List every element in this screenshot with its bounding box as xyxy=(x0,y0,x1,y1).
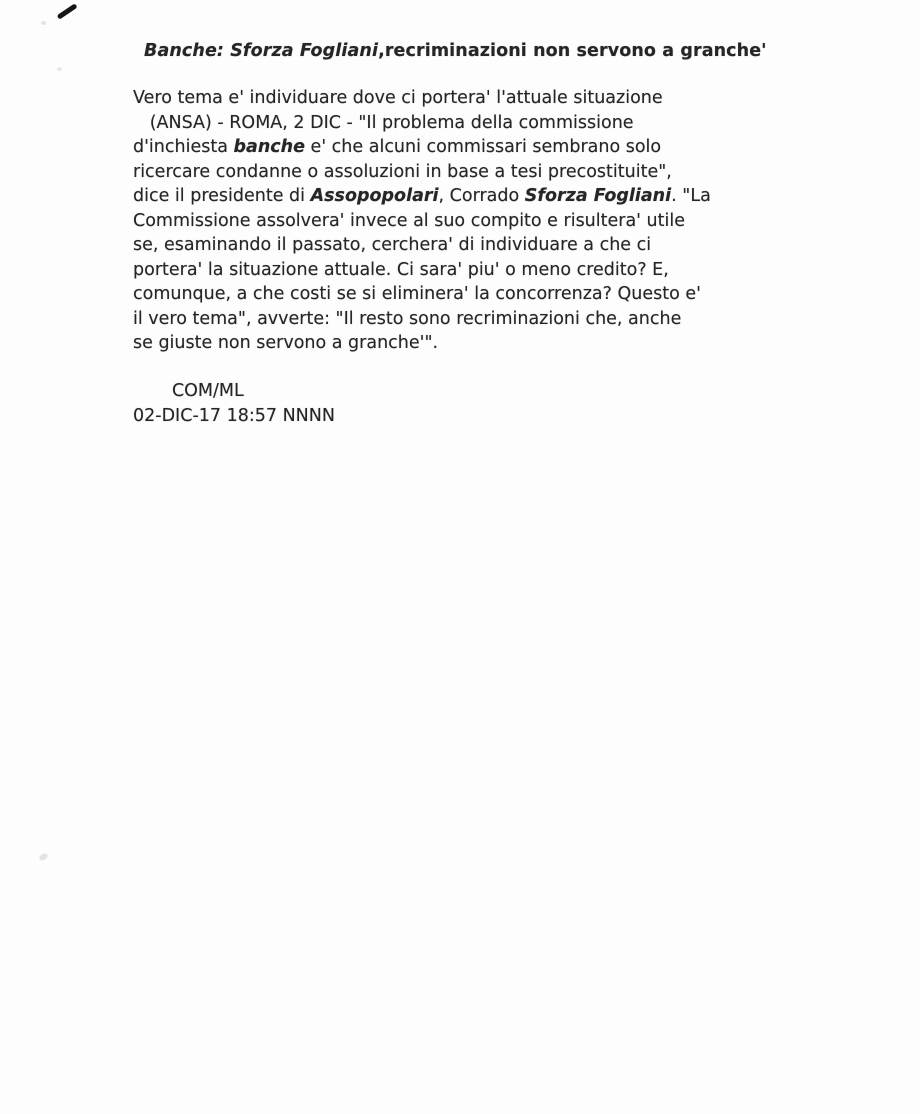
body-line xyxy=(133,184,823,209)
body-text: comunque, a che costi se si eliminera' la concorrenza? Questo e' xyxy=(133,284,701,304)
body-text: se, esaminando il passato, cerchera' di individuare a che ci xyxy=(133,235,652,255)
body-line xyxy=(133,86,823,111)
body-line xyxy=(133,258,823,283)
emphasized-text: banche xyxy=(233,137,305,157)
scan-speck xyxy=(57,67,62,71)
body-line xyxy=(133,160,823,185)
body-text: portera' la situazione attuale. Ci sara' piu' o meno credito? E, xyxy=(133,259,669,280)
wire-timestamp-line: 02-DIC-17 18:57 NNNN xyxy=(133,406,335,426)
body-text: ricercare condanne o assoluzioni in base a tesi precostituite", xyxy=(133,161,672,182)
body-line xyxy=(133,331,823,356)
headline-italic-part: Banche: Sforza Fogliani xyxy=(144,41,379,61)
body-text: , Corrado xyxy=(438,186,525,206)
body-line xyxy=(133,135,823,160)
wire-signature-line: COM/ML xyxy=(133,381,244,401)
body-text: (ANSA) - ROMA, 2 DIC - "Il problema della commissione xyxy=(133,112,634,133)
body-text: e' che alcuni commissari sembrano solo xyxy=(304,137,662,157)
scan-speck xyxy=(41,21,46,25)
body-text: dice il presidente di xyxy=(133,186,311,206)
body-line xyxy=(133,111,823,136)
body-line xyxy=(133,307,823,332)
headline-bold-part: ,recriminazioni non servono a granche' xyxy=(378,41,767,61)
body-text: Vero tema e' individuare dove ci portera' l'attuale situazione xyxy=(133,88,663,108)
wire-footer xyxy=(133,379,335,429)
scan-speck xyxy=(38,852,49,862)
article-body xyxy=(133,86,823,356)
body-text: Commissione assolvera' invece al suo compito e risultera' utile xyxy=(133,210,686,231)
body-line xyxy=(133,282,823,307)
emphasized-text: Sforza Fogliani xyxy=(524,186,672,206)
article-headline xyxy=(144,38,767,64)
body-text: il vero tema", avverte: "Il resto sono recriminazioni che, anche xyxy=(133,308,682,329)
body-text: . "La xyxy=(671,186,711,206)
body-line xyxy=(133,209,823,234)
body-text: d'inchiesta xyxy=(133,137,234,157)
body-text: se giuste non servono a granche'". xyxy=(133,333,439,353)
body-line xyxy=(133,233,823,258)
emphasized-text: Assopopolari xyxy=(310,186,439,206)
pen-mark-icon xyxy=(57,3,78,19)
